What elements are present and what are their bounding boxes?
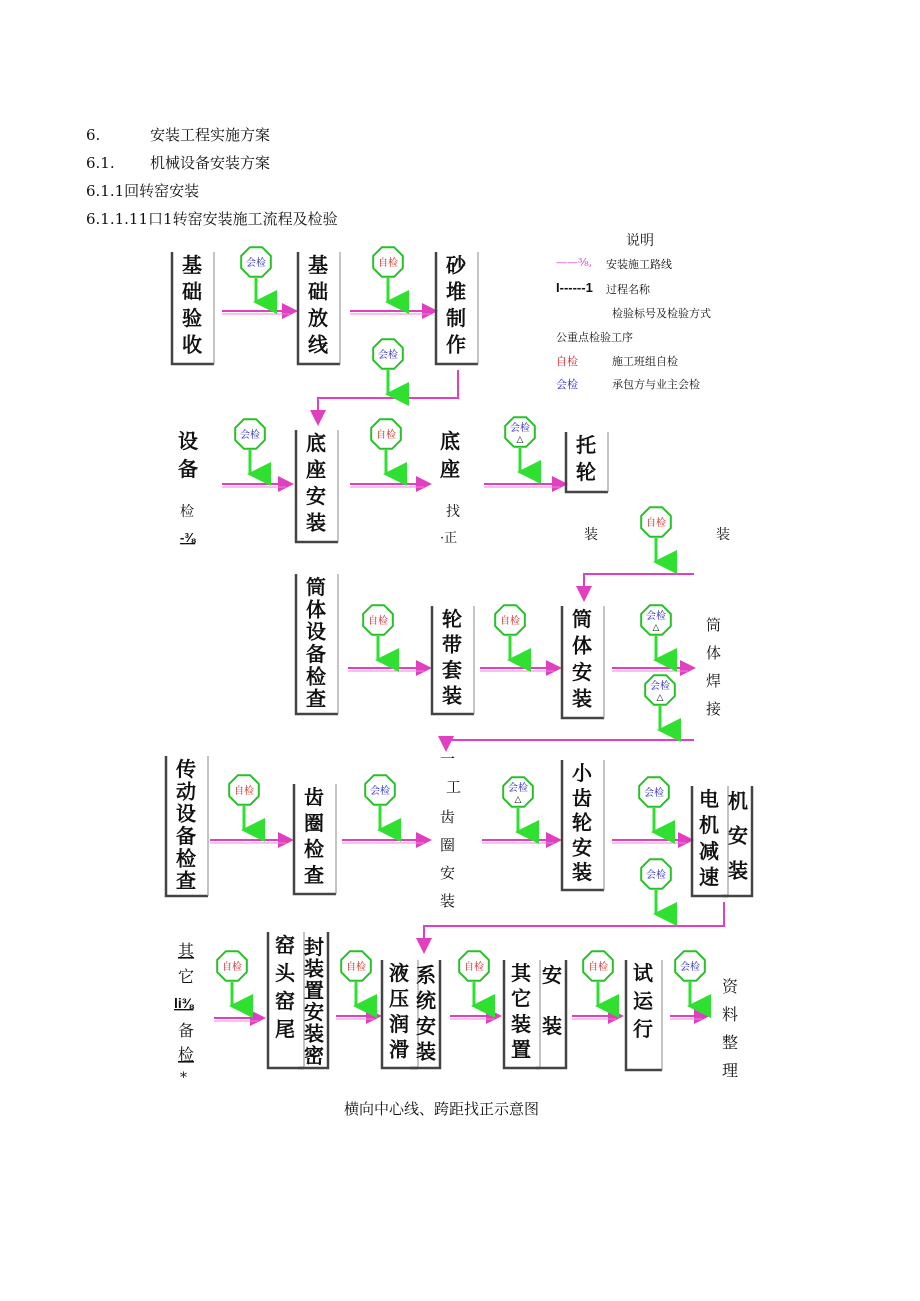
process-box-char: 装 bbox=[511, 1012, 531, 1036]
step-label-text: 工 bbox=[446, 778, 462, 796]
process-box-char: 轮 bbox=[572, 810, 592, 835]
key-point-icon: △ bbox=[516, 435, 524, 445]
badge-label: 会检 bbox=[650, 681, 670, 692]
step-label-text: 其 bbox=[178, 941, 195, 960]
legend-key-keypoint: 公重点检验工序 bbox=[556, 331, 633, 344]
badge-label: 会检 bbox=[240, 430, 260, 441]
step-label bbox=[178, 1021, 194, 1040]
process-box-char: 套 bbox=[442, 658, 462, 682]
step-label bbox=[180, 503, 194, 520]
step-label-char: 备 bbox=[178, 457, 198, 481]
step-label bbox=[178, 941, 195, 960]
process-box-char: 查 bbox=[304, 863, 324, 887]
key-point-icon: △ bbox=[656, 693, 664, 703]
process-box-char: 检 bbox=[176, 846, 196, 871]
step-label-char: 资 bbox=[722, 977, 739, 996]
badge-label: 自检 bbox=[222, 962, 242, 973]
process-box-char: 机 bbox=[728, 789, 748, 813]
process-box-char: 放 bbox=[308, 306, 328, 330]
badge-label: 会检 bbox=[510, 423, 530, 434]
step-label-text: -⅜ bbox=[180, 530, 196, 545]
joint-inspect-badge bbox=[639, 777, 669, 832]
process-box bbox=[294, 784, 336, 894]
process-box-char: 它 bbox=[511, 986, 531, 1011]
joint-inspect-badge bbox=[235, 419, 265, 474]
process-box bbox=[562, 606, 604, 718]
step-label-text: ·正 bbox=[440, 531, 458, 546]
process-box-char: 润 bbox=[389, 1012, 409, 1036]
badge-label: 自检 bbox=[234, 786, 254, 797]
step-label-char: 圈 bbox=[440, 836, 456, 854]
step-label-char: 料 bbox=[722, 1005, 739, 1024]
process-box-char: 置 bbox=[304, 978, 324, 1003]
process-box-char: 检 bbox=[306, 664, 326, 689]
badge-label: 自检 bbox=[588, 962, 608, 973]
process-box bbox=[692, 786, 728, 896]
process-box-char: 电 bbox=[699, 787, 719, 811]
self-inspect-badge bbox=[371, 419, 401, 474]
badge-label: 自检 bbox=[500, 616, 520, 627]
process-box bbox=[722, 786, 752, 896]
heading-number: 6. bbox=[86, 126, 101, 144]
process-box-char: 座 bbox=[306, 457, 326, 482]
heading-number: 6.1. bbox=[86, 154, 115, 172]
joint-inspect-badge bbox=[675, 951, 705, 1006]
step-label bbox=[440, 429, 460, 481]
process-box bbox=[172, 252, 214, 364]
badge-label: 自检 bbox=[378, 258, 398, 269]
step-label-text: 检 bbox=[180, 504, 194, 520]
process-box-char: 备 bbox=[306, 642, 326, 666]
self-inspect-badge bbox=[341, 951, 371, 1006]
process-box-char: 基 bbox=[308, 253, 328, 277]
process-box bbox=[298, 932, 328, 1068]
step-label-text: 备 bbox=[178, 1021, 195, 1040]
step-label bbox=[178, 1045, 194, 1064]
process-box bbox=[504, 960, 540, 1068]
step-label-text: 装 bbox=[584, 527, 598, 543]
process-box-char: 筒 bbox=[572, 607, 592, 631]
step-label bbox=[446, 503, 460, 520]
process-box-char: 检 bbox=[304, 837, 324, 861]
step-label-char: 座 bbox=[440, 457, 460, 481]
legend-label-self: 施工班组自检 bbox=[612, 355, 678, 368]
process-box-char: 置 bbox=[511, 1037, 531, 1062]
legend-key-joint: 会检 bbox=[556, 378, 578, 391]
heading-text: 6.1.1回转窑安装 bbox=[86, 182, 200, 200]
key-point-icon: △ bbox=[652, 623, 660, 633]
process-box-char: 查 bbox=[306, 686, 326, 711]
step-label-text: 它 bbox=[178, 967, 195, 986]
step-label-char: 整 bbox=[722, 1033, 739, 1052]
process-box-char: 头 bbox=[275, 961, 295, 985]
step-label-text: 装 bbox=[716, 527, 730, 543]
process-box-char: 液 bbox=[389, 961, 409, 985]
process-box-char: 基 bbox=[182, 253, 202, 277]
self-inspect-badge bbox=[373, 247, 403, 302]
process-box-char: 行 bbox=[633, 1017, 653, 1041]
process-box bbox=[432, 606, 474, 714]
process-box bbox=[166, 756, 208, 896]
self-inspect-badge bbox=[217, 951, 247, 1006]
joint-inspect-badge bbox=[641, 605, 671, 660]
step-label-text: 检 bbox=[178, 1045, 195, 1064]
process-box-char: 安 bbox=[542, 963, 562, 987]
badge-label: 会检 bbox=[644, 788, 664, 799]
figure-caption: 横向中心线、跨距找正示意图 bbox=[344, 1100, 540, 1118]
process-box bbox=[268, 932, 304, 1068]
step-label-char: 理 bbox=[722, 1061, 739, 1080]
process-box-char: 动 bbox=[176, 779, 196, 804]
joint-inspect-badge bbox=[505, 417, 535, 472]
self-inspect-badge bbox=[229, 775, 259, 830]
self-inspect-badge bbox=[583, 951, 613, 1006]
process-box bbox=[436, 252, 478, 364]
badge-label: 会检 bbox=[378, 350, 398, 361]
process-box-char: 础 bbox=[182, 279, 202, 304]
process-box bbox=[382, 960, 418, 1068]
process-box-char: 统 bbox=[416, 988, 436, 1013]
process-box-char: 作 bbox=[446, 332, 466, 357]
badge-label: 自检 bbox=[376, 430, 396, 441]
process-box-char: 运 bbox=[633, 989, 653, 1013]
legend-key-self: 自检 bbox=[556, 355, 578, 368]
process-box-char: 装 bbox=[542, 1014, 562, 1038]
process-box-char: 试 bbox=[633, 961, 653, 985]
process-box-char: 筒 bbox=[306, 575, 326, 599]
step-label-text: * bbox=[180, 1070, 187, 1086]
legend-key-route: ——⅜, bbox=[556, 256, 593, 269]
step-label bbox=[180, 530, 196, 545]
process-box-char: 备 bbox=[176, 824, 196, 848]
process-box bbox=[626, 960, 662, 1070]
process-box-char: 安 bbox=[416, 1014, 436, 1038]
step-label bbox=[174, 995, 195, 1011]
step-label bbox=[584, 526, 598, 543]
process-box-char: 系 bbox=[416, 963, 436, 987]
step-label bbox=[716, 526, 730, 543]
row-connector bbox=[446, 740, 694, 750]
process-box-char: 装 bbox=[306, 510, 326, 535]
step-label-char: 底 bbox=[440, 429, 460, 453]
step-label-char: 安 bbox=[440, 864, 456, 882]
process-box-char: 封 bbox=[304, 935, 324, 959]
process-box-char: 砂 bbox=[446, 253, 466, 277]
process-box bbox=[298, 252, 340, 364]
process-box-char: 体 bbox=[306, 597, 326, 622]
row-connector bbox=[424, 902, 724, 952]
joint-inspect-badge bbox=[503, 777, 533, 832]
row-connector bbox=[584, 574, 694, 600]
step-label bbox=[178, 967, 194, 986]
step-label bbox=[180, 1070, 187, 1086]
process-box-char: 安 bbox=[306, 484, 326, 508]
step-label bbox=[440, 750, 455, 768]
process-box-char: 装 bbox=[572, 860, 592, 885]
joint-inspect-badge bbox=[241, 247, 271, 302]
badge-label: 自检 bbox=[464, 962, 484, 973]
process-box-char: 装 bbox=[416, 1039, 436, 1064]
process-box-char: 安 bbox=[728, 823, 748, 848]
process-box-char: 设 bbox=[176, 801, 196, 826]
step-label-text: li⅜ bbox=[174, 995, 194, 1011]
badge-label: 自检 bbox=[346, 962, 366, 973]
step-label-text: 一 bbox=[440, 750, 456, 768]
badge-label: 会检 bbox=[680, 962, 700, 973]
process-box-char: 装 bbox=[304, 1021, 324, 1046]
step-label-char: 体 bbox=[706, 644, 722, 662]
process-box-char: 安 bbox=[572, 835, 592, 860]
process-box bbox=[296, 430, 338, 542]
heading-text: 机械设备安装方案 bbox=[150, 154, 271, 172]
joint-inspect-badge bbox=[641, 859, 671, 914]
badge-label: 会检 bbox=[508, 783, 528, 794]
legend-title: 说明 bbox=[626, 233, 654, 249]
step-label bbox=[706, 616, 721, 718]
process-box-char: 尾 bbox=[275, 1017, 295, 1041]
process-box-char: 密 bbox=[304, 1043, 324, 1068]
process-box-char: 轮 bbox=[576, 460, 596, 484]
process-box-char: 压 bbox=[389, 986, 409, 1011]
badge-label: 会检 bbox=[370, 786, 390, 797]
process-box-char: 装 bbox=[442, 683, 462, 708]
joint-inspect-badge bbox=[645, 675, 675, 730]
process-box-char: 齿 bbox=[304, 785, 324, 809]
process-box-char: 轮 bbox=[442, 607, 462, 631]
process-box-char: 齿 bbox=[572, 785, 592, 810]
process-box-char: 装 bbox=[572, 686, 592, 711]
process-box-char: 带 bbox=[442, 632, 462, 657]
process-box-char: 窑 bbox=[275, 933, 295, 957]
process-box bbox=[566, 432, 608, 492]
badge-label: 会检 bbox=[646, 611, 666, 622]
process-box-char: 小 bbox=[572, 761, 592, 785]
step-label-char: 焊 bbox=[706, 672, 722, 690]
process-box-char: 其 bbox=[511, 961, 531, 985]
process-box-char: 速 bbox=[699, 865, 719, 889]
process-box bbox=[562, 760, 604, 890]
process-box-char: 圈 bbox=[304, 811, 324, 835]
joint-inspect-badge bbox=[373, 339, 403, 394]
step-label-char: 筒 bbox=[706, 616, 722, 634]
process-box-char: 验 bbox=[182, 306, 202, 330]
badge-label: 自检 bbox=[646, 518, 666, 529]
process-box-char: 机 bbox=[699, 813, 719, 837]
step-label bbox=[722, 977, 739, 1080]
step-label-text: 找 bbox=[446, 504, 460, 520]
legend-key-process: I------1 bbox=[556, 280, 593, 295]
process-box-char: 查 bbox=[176, 868, 196, 893]
process-box-char: 堆 bbox=[446, 279, 466, 304]
step-label bbox=[446, 778, 461, 796]
step-label bbox=[440, 808, 455, 910]
process-box-char: 体 bbox=[572, 633, 592, 658]
step-label bbox=[440, 531, 457, 546]
process-box-char: 传 bbox=[176, 757, 196, 781]
legend-label-process: 过程名称 bbox=[606, 283, 650, 296]
key-point-icon: △ bbox=[514, 795, 522, 805]
process-box-char: 安 bbox=[572, 660, 592, 684]
badge-label: 会检 bbox=[646, 870, 666, 881]
process-box-char: 制 bbox=[446, 306, 466, 330]
step-label-char: 接 bbox=[706, 700, 722, 718]
self-inspect-badge bbox=[495, 605, 525, 660]
badge-label: 会检 bbox=[246, 258, 266, 269]
process-box-char: 础 bbox=[308, 279, 328, 304]
process-box bbox=[296, 574, 338, 714]
step-label-char: 设 bbox=[178, 429, 198, 453]
legend-label-route: 安装施工路线 bbox=[606, 258, 672, 271]
joint-inspect-badge bbox=[365, 775, 395, 830]
process-box-char: 窑 bbox=[275, 989, 295, 1013]
legend-label-inspect: 检验标号及检验方式 bbox=[612, 307, 711, 320]
heading-text: 安装工程实施方案 bbox=[150, 126, 271, 144]
badge-label: 自检 bbox=[368, 616, 388, 627]
process-box-char: 底 bbox=[306, 431, 326, 455]
process-box-char: 装 bbox=[304, 956, 324, 981]
step-label-char: 齿 bbox=[440, 808, 456, 826]
process-box-char: 装 bbox=[728, 858, 748, 883]
process-box-char: 滑 bbox=[389, 1037, 409, 1062]
self-inspect-badge bbox=[641, 507, 671, 562]
self-inspect-badge bbox=[363, 605, 393, 660]
step-label-char: 装 bbox=[440, 892, 456, 910]
process-box bbox=[410, 960, 440, 1068]
heading-text: 6.1.1.11口1转窑安装施工流程及检验 bbox=[86, 210, 338, 228]
process-box-char: 安 bbox=[304, 1000, 324, 1024]
process-box-char: 线 bbox=[308, 332, 328, 357]
process-box-char: 设 bbox=[306, 619, 326, 644]
process-box-char: 收 bbox=[182, 332, 202, 357]
process-box-char: 减 bbox=[699, 839, 719, 863]
self-inspect-badge bbox=[459, 951, 489, 1006]
process-box-char: 托 bbox=[576, 433, 596, 457]
legend-label-joint: 承包方与业主会检 bbox=[612, 378, 700, 391]
step-label bbox=[178, 429, 198, 481]
